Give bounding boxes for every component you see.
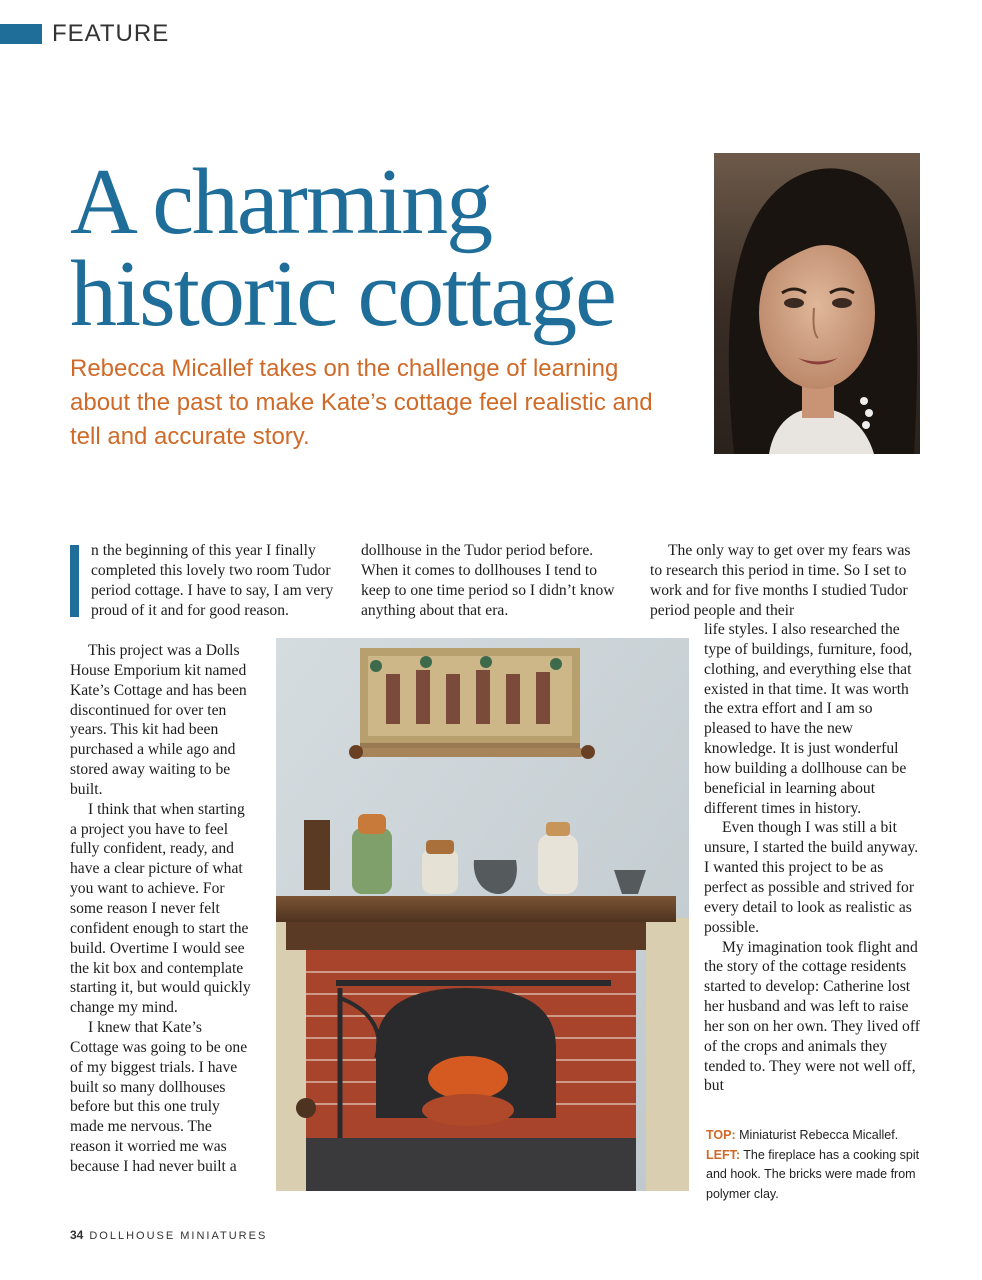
- paragraph-research-cont: life styles. I also researched the type of buildings, furniture, food, clothing, and everything else that existed in that time. It was worth the extra effort and I am so pleased to have the new knowledge. It is just wonderful how building a dollhouse can be beneficial in learning about different times in history.: [704, 621, 913, 817]
- paragraph-tudor-era: dollhouse in the Tudor period before. When it comes to dollhouses I tend to keep to one time period so I didn’t know anything about that era.: [361, 542, 615, 619]
- page-footer: [70, 1228, 267, 1242]
- column-1: [70, 641, 252, 1177]
- caption-top-key: TOP:: [706, 1128, 736, 1142]
- drop-cap-bar: [70, 545, 79, 617]
- section-label: FEATURE: [52, 20, 170, 47]
- paragraph-build-start: Even though I was still a bit unsure, I started the build anyway. I wanted this project to be as perfect as possible and strived for every detail to look as realistic as possible.: [704, 819, 919, 936]
- title-line-2: historic cottage: [70, 242, 615, 346]
- section-color-bar: [0, 24, 42, 44]
- column-2: [361, 541, 623, 620]
- page-number: 34: [70, 1228, 84, 1242]
- paragraph-trials: I knew that Kate’s Cottage was going to be one of my biggest trials. I have built so many dollhouses before but this one truly made me nervous. The reason it worried me was because I had never built a: [70, 1019, 248, 1175]
- paragraph-story: My imagination took flight and the story of the cottage residents started to develop: Catherine lost her husband and was left to raise her son on her own. They lived off of the crops and animals they tended to. They were not well off, but: [704, 938, 920, 1095]
- article-title: [70, 150, 690, 346]
- portrait-photo: [714, 153, 920, 454]
- intro-paragraph: n the beginning of this year I finally completed this lovely two room Tudor period cottage. I have to say, I am very proud of it and for good reason.: [91, 542, 334, 619]
- column-3: [704, 620, 922, 1096]
- paragraph-kit: This project was a Dolls House Emporium kit named Kate’s Cottage and has been discontinued for over ten years. This kit had been purchased a while ago and stored away waiting to be built.: [70, 642, 247, 798]
- caption-left-key: LEFT:: [706, 1147, 741, 1162]
- photo-captions: [706, 1126, 922, 1204]
- paragraph-confidence: I think that when starting a project you have to feel fully confident, ready, and have a clear picture of what you want to achieve. For some reason I never felt confident enough to start the build. Overtime I would see the kit box and contemplate starting it, but would quickly change my mind.: [70, 800, 251, 1017]
- standfirst: Rebecca Micallef takes on the challenge of learning about the past to make Kate’s cottage feel realistic and tell and accurate story.: [70, 355, 653, 450]
- column-1-intro: [70, 541, 340, 620]
- column-3-intro: [650, 541, 922, 620]
- fireplace-photo: [276, 638, 689, 1191]
- magazine-name: DOLLHOUSE MINIATURES: [89, 1230, 268, 1242]
- caption-left-text: The fireplace has a cooking spit and hook. The bricks were made from polymer clay.: [706, 1147, 920, 1201]
- paragraph-research-start: The only way to get over my fears was to research this period in time. So I set to work and for five months I studied Tudor period people and their: [650, 542, 911, 619]
- caption-top-text: Miniaturist Rebecca Micallef.: [739, 1128, 899, 1142]
- title-line-1: A charming: [70, 150, 492, 254]
